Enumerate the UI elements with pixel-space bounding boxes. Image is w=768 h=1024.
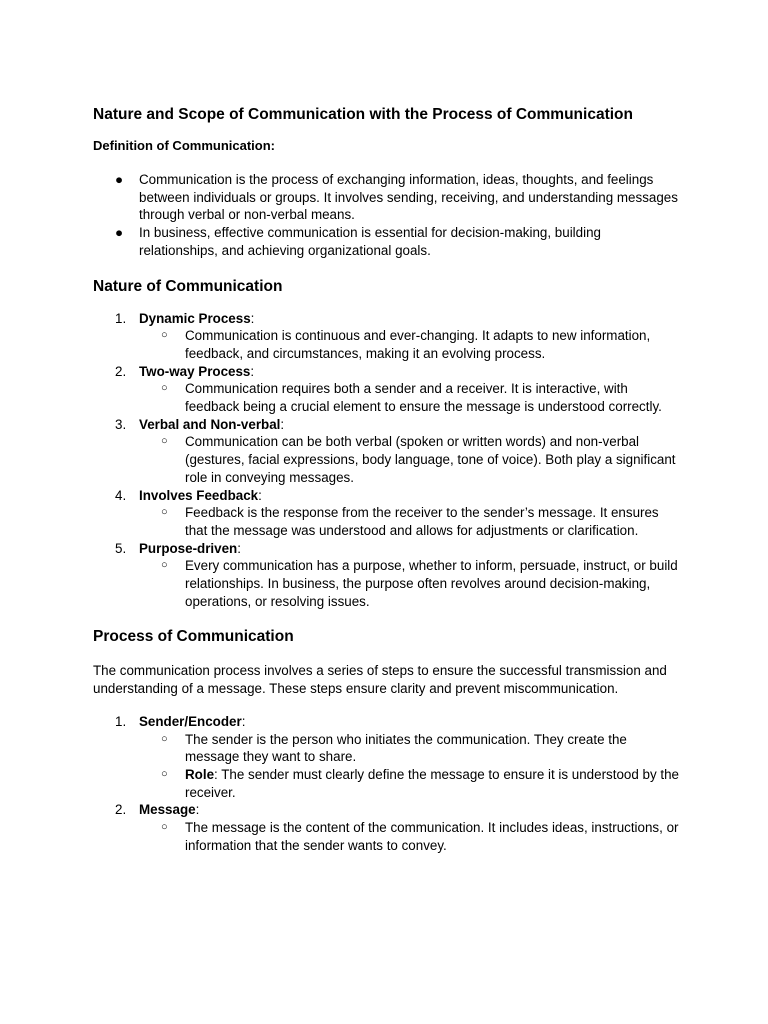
document-content <box>93 104 683 855</box>
circle-bullet-icon: ○ <box>161 559 168 572</box>
item-number: 5. <box>115 540 127 556</box>
list-item: 1. Sender/Encoder: ○ The sender is the person who initiates the communication. They create the message they want to share. ○ Role: The sender must clearly define the message to ensure it is understood by the receiver. <box>93 713 683 802</box>
bullet-icon: ● <box>115 225 124 241</box>
item-number: 1. <box>115 713 127 729</box>
sub-list-item: ○ Every communication has a purpose, whether to inform, persuade, instruct, or build relationships. In business, the purpose often revolves around decision-making, operations, or resolving issues. <box>161 558 678 609</box>
item-number: 1. <box>115 310 127 326</box>
circle-bullet-icon: ○ <box>161 382 168 395</box>
circle-bullet-icon: ○ <box>161 732 168 745</box>
process-intro: The communication process involves a series of steps to ensure the successful transmission and understanding of a message. These steps ensure clarity and prevent miscommunication. <box>93 663 667 697</box>
sub-list-item: ○ Communication is continuous and ever-changing. It adapts to new information, feedback, and circumstances, making it an evolving process. <box>161 328 651 361</box>
circle-bullet-icon: ○ <box>161 767 168 780</box>
bullet-icon: ● <box>115 172 124 187</box>
item-number: 2. <box>115 363 127 379</box>
list-item: ● Communication is the process of exchanging information, ideas, thoughts, and feelings between individuals or groups. It involves sending, receiving, and understanding messages through verbal or non-verbal means. <box>115 172 678 223</box>
sub-list-item: ○ Communication can be both verbal (spoken or written words) and non-verbal (gestures, facial expressions, body language, tone of voice). Both play a significant role in conveying messages. <box>161 434 676 485</box>
item-term: Verbal and Non-verbal <box>139 416 281 432</box>
item-term: Sender/Encoder <box>139 713 242 729</box>
list-item: 2. Message: ○ The message is the content of the communication. It includes ideas, instructions, or information that the sender wants to convey. <box>93 801 683 854</box>
circle-bullet-icon: ○ <box>161 506 168 519</box>
item-term: Two-way Process <box>139 363 251 379</box>
item-number: 4. <box>115 487 127 503</box>
sub-list-item: ○ Feedback is the response from the receiver to the sender’s message. It ensures that the message was understood and allows for adjustments or clarification. <box>161 505 659 538</box>
list-item: 4. Involves Feedback: ○ Feedback is the response from the receiver to the sender’s message. It ensures that the message was understood and allows for adjustments or clarification. <box>93 487 683 540</box>
definition-bullets <box>93 171 683 260</box>
sub-list-item: ○ The message is the content of the communication. It includes ideas, instructions, or information that the sender wants to convey. <box>161 820 679 853</box>
circle-bullet-icon: ○ <box>161 435 168 448</box>
nature-list <box>93 310 683 611</box>
nature-heading: Nature of Communication <box>93 277 283 295</box>
process-heading: Process of Communication <box>93 628 294 646</box>
sub-list-item: ○ Communication requires both a sender and a receiver. It is interactive, with feedback being a crucial element to ensure the message is understood correctly. <box>161 381 662 415</box>
list-item: 3. Verbal and Non-verbal: ○ Communication can be both verbal (spoken or written words) and non-verbal (gestures, facial expressions, body language, tone of voice). Both play a significant role in conveying messages. <box>93 416 683 487</box>
circle-bullet-icon: ○ <box>161 329 168 342</box>
document-title: Nature and Scope of Communication with the Process of Communication <box>93 106 633 123</box>
list-item: 2. Two-way Process: ○ Communication requires both a sender and a receiver. It is interactive, with feedback being a crucial element to ensure the message is understood correctly. <box>93 363 683 416</box>
process-list <box>93 713 683 855</box>
item-term: Involves Feedback <box>139 487 259 503</box>
item-term: Message <box>139 802 196 818</box>
item-number: 2. <box>115 802 127 818</box>
circle-bullet-icon: ○ <box>161 821 168 834</box>
list-item: ● In business, effective communication is essential for decision-making, building relationships, and achieving organizational goals. <box>115 225 601 258</box>
sub-list-item: ○ The sender is the person who initiates the communication. They create the message they want to share. <box>161 731 627 765</box>
sub-term: Role <box>185 766 215 782</box>
list-item: 5. Purpose-driven: ○ Every communication has a purpose, whether to inform, persuade, instruct, or build relationships. In business, the purpose often revolves around decision-making, operations, or resolving issues. <box>93 540 683 611</box>
item-term: Dynamic Process <box>139 310 251 326</box>
definition-label: Definition of Communication: <box>93 138 275 153</box>
list-item: 1. Dynamic Process: ○ Communication is continuous and ever-changing. It adapts to new information, feedback, and circumstances, making it an evolving process. <box>93 310 683 363</box>
sub-list-item: ○ Role: The sender must clearly define the message to ensure it is understood by the receiver. <box>161 766 679 800</box>
item-number: 3. <box>115 416 127 432</box>
item-term: Purpose-driven <box>139 540 238 556</box>
